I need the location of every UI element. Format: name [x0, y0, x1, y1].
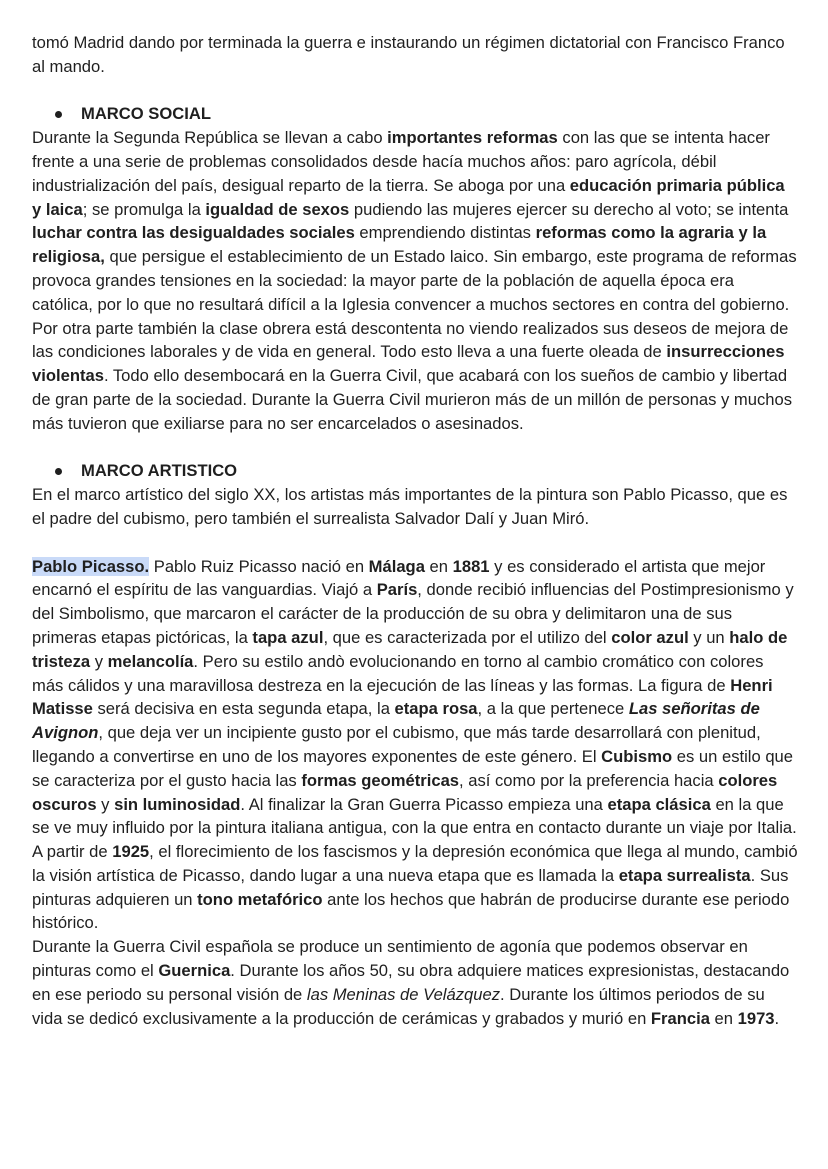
text-run: . — [774, 1008, 780, 1028]
bold-run: Francia — [650, 1008, 710, 1028]
bold-run: tapa azul — [252, 627, 324, 647]
bold-run: igualdad de sexos — [205, 199, 350, 219]
bold-run: educación primaria pública y laica — [32, 175, 785, 219]
text-run: , que deja ver un incipiente gusto por el cubismo, que más tarde desarrollará con plenitud, llegando a convertirse en uno de los mayores exponentes de este género. El — [32, 723, 761, 766]
bullet-icon — [55, 468, 62, 475]
text-run: . Durante los años 50, su obra adquiere matices expresionistas, destacando en ese periodo su personal visión de — [32, 961, 790, 1004]
text-run: y un — [688, 627, 730, 647]
bold-run: Málaga — [368, 556, 425, 576]
text-run: . Al finalizar la Gran Guerra Picasso empieza una — [240, 794, 608, 814]
bold-run: insurrecciones violentas — [32, 342, 785, 386]
text-run: Pablo Ruiz Picasso nació en — [149, 556, 369, 576]
marco-social-paragraph — [32, 126, 798, 435]
text-run: , que es caracterizada por el utilizo del — [323, 627, 612, 647]
picasso-paragraph — [32, 555, 798, 936]
text-run: , donde recibió influencias del Postimpresionismo y del Simbolismo, que marcaron el carácter de la producción de su obra y delimitaron una de sus primeras etapas pictóricas, la — [32, 580, 794, 647]
marco-social-title: MARCO SOCIAL — [81, 104, 211, 124]
bold-run: Guernica — [158, 961, 231, 981]
bold-run: importantes reformas — [387, 128, 558, 148]
text-run: . Todo ello desembocará en la Guerra Civil, que acabará con los sueños de cambio y libertad de gran parte de la sociedad. Durante la Guerra Civil murieron más de un millón de personas y muchos más tuvieron que exiliarse para no ser encarcelados o asesinados. — [32, 366, 793, 433]
text-run: , el florecimiento de los fascismos y la depresión económica que llega al mundo, cambió la visión artística de Picasso, dando lugar a una nueva etapa que es llamada la — [32, 842, 798, 885]
intro-text: tomó Madrid dando por terminada la guerra e instaurando un régimen dictatorial con Francisco Franco al mando. — [32, 33, 785, 76]
text-run: y — [90, 651, 108, 671]
text-run: . Durante los últimos periodos de su vida se dedicó exclusivamente a la producción de cerámicas y grabados y murió en — [32, 984, 765, 1028]
text-run: Durante la Guerra Civil española se produce un sentimiento de agonía que podemos observar en pinturas como el — [32, 937, 748, 981]
text-run: que persigue el establecimiento de un Estado laico. Sin embargo, este programa de reformas provoca grandes tensiones en la sociedad: la mayor parte de la población de aquella época era católica, por lo que no resultará difícil a la Iglesia convencer a muchos sectores en contra del gobierno. Por otra parte también la clase obrera está descontenta no viendo realizados sus deseos de mejora de las condiciones laborales y de vida en general. Todo esto lleva a una fuerte oleada de — [32, 247, 797, 362]
bold-run: luchar contra las desigualdades sociales — [32, 223, 355, 243]
text-run: . Sus pinturas adquieren un — [32, 865, 789, 909]
bold-run: colores oscuros — [32, 770, 778, 814]
bold-run: etapa surrealista — [618, 865, 751, 885]
spacer — [32, 531, 798, 555]
text-run: . Pero su estilo andò evolucionando en torno al cambio cromático con colores más cálidos y una maravillosa destreza en la ejecución de las líneas y las formas. La figura de — [32, 651, 764, 695]
text-run: ante los hechos que habrán de producirse durante ese periodo histórico. — [32, 889, 790, 933]
bold-run: 1881 — [452, 556, 490, 576]
bold-run: tono metafórico — [197, 889, 323, 909]
bold-run: formas geométricas — [301, 770, 460, 790]
bullet-icon — [55, 111, 62, 118]
bold-run: color azul — [611, 627, 689, 647]
italic-run: las Meninas de Velázquez — [306, 984, 501, 1004]
bold-run: 1973 — [737, 1008, 775, 1028]
bold-run: París — [376, 580, 418, 600]
text-run: en — [709, 1008, 738, 1028]
marco-artistico-heading — [55, 459, 798, 483]
intro-paragraph — [32, 31, 798, 79]
bold-run: 1925 — [112, 842, 150, 862]
spacer — [32, 79, 798, 103]
marco-social-heading — [55, 102, 798, 126]
text-run: y es considerado el artista que mejor encarnó el espíritu de las vanguardias. Viajó a — [32, 556, 766, 600]
bold-run: reformas como la agraria y la religiosa, — [32, 223, 767, 267]
bold-run: halo de tristeza — [32, 627, 788, 671]
guerra-paragraph — [32, 935, 798, 1030]
text-run: en — [424, 556, 453, 576]
text-run: en la que se ve muy influido por la pintura italiana antigua, con la que entra en contacto durante un viaje por Italia. A partir de — [32, 794, 797, 862]
marco-artistico-title: MARCO ARTISTICO — [81, 461, 238, 481]
text-run: es un estilo que se caracteriza por el gusto hacia las — [32, 746, 794, 790]
text-run: y — [96, 794, 115, 814]
bold-run: sin luminosidad — [114, 794, 241, 814]
bold-run: melancolía — [107, 651, 194, 671]
text-run: ; se promulga la — [82, 199, 206, 219]
text-run: , a la que pertenece — [477, 699, 629, 719]
bold-run: Henri Matisse — [32, 675, 773, 719]
bold-run: etapa clásica — [607, 794, 711, 814]
spacer — [32, 436, 798, 460]
bold-run: Cubismo — [601, 746, 673, 766]
text-run: será decisiva en esta segunda etapa, la — [92, 699, 395, 719]
text-run: , así como por la preferencia hacia — [459, 770, 719, 790]
picasso-highlight: Pablo Picasso. — [32, 556, 150, 576]
text-run: pudiendo las mujeres ejercer su derecho al voto; se intenta — [349, 199, 789, 219]
marco-artistico-paragraph: En el marco artístico del siglo XX, los artistas más importantes de la pintura son Pablo Picasso, que es el padre del cubismo, pero también el surrealista Salvador Dalí y Juan Miró. — [32, 485, 788, 528]
text-run: emprendiendo distintas — [354, 223, 536, 243]
bold-run: etapa rosa — [394, 699, 478, 719]
text-run: Durante la Segunda República se llevan a cabo — [32, 128, 388, 148]
bold-italic-run: Las señoritas de Avignon — [32, 699, 760, 743]
text-run: con las que se intenta hacer frente a una serie de problemas consolidados desde hacía muchos años: paro agrícola, débil industrialización del país, desigual reparto de la tierra. Se aboga por una — [32, 128, 770, 195]
